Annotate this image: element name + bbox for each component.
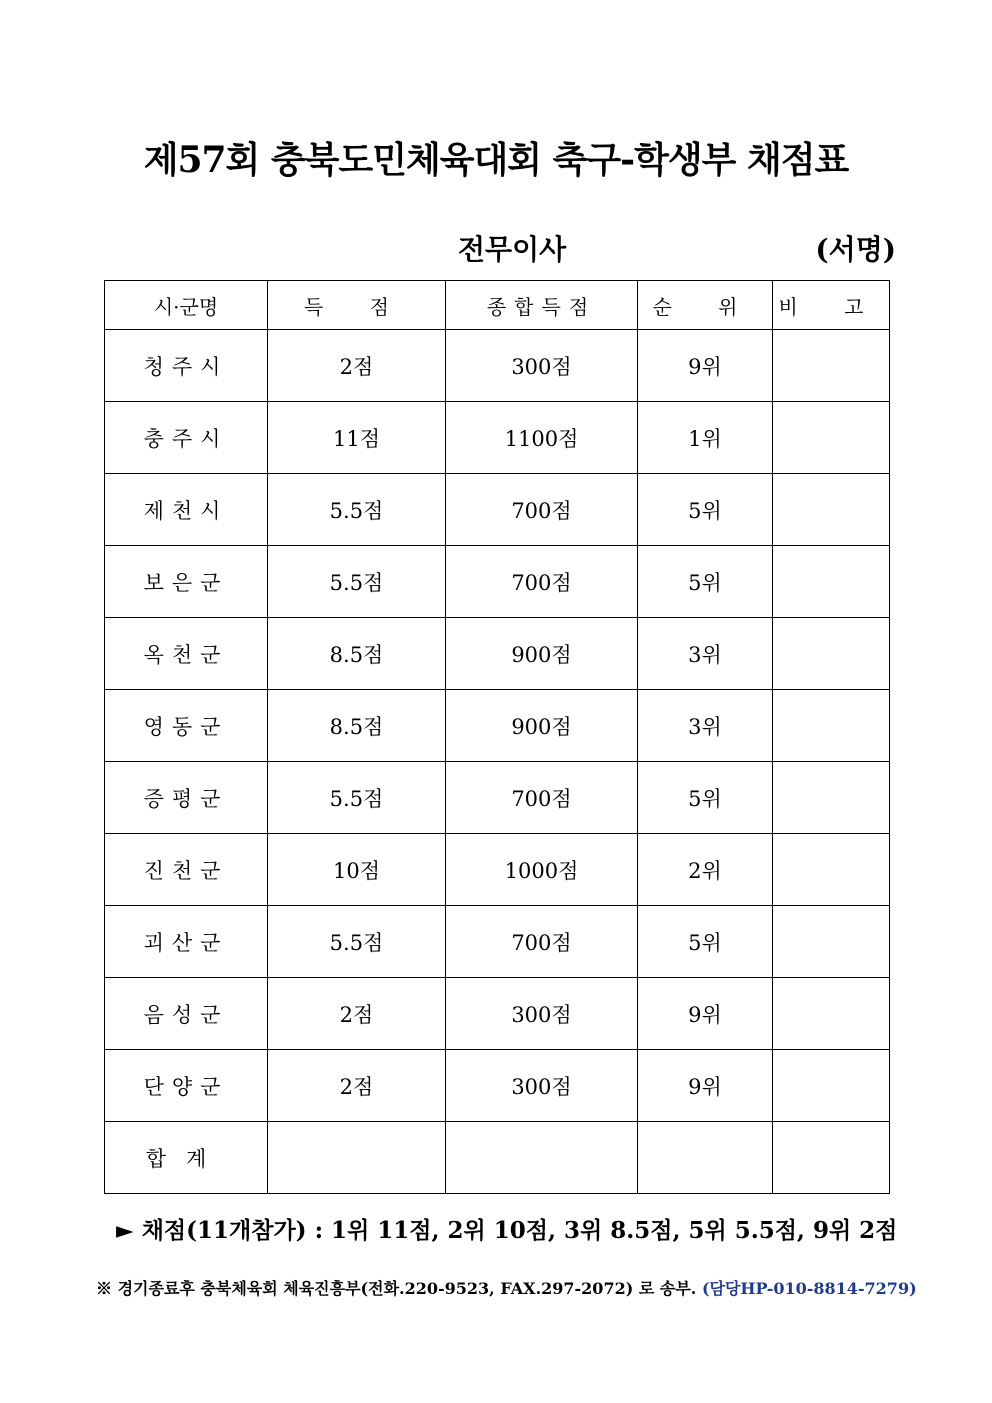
note-cell [773, 1050, 890, 1122]
score-cell: 2점 [268, 330, 446, 402]
signature-label: 전무이사 [458, 233, 567, 266]
rank-cell: 9위 [638, 1050, 773, 1122]
region-cell: 옥천군 [105, 618, 268, 690]
region-cell: 음성군 [105, 978, 268, 1050]
table-row [105, 762, 890, 834]
header-region: 시·군명 [105, 281, 268, 330]
total-cell: 300점 [446, 330, 638, 402]
score-cell: 5.5점 [268, 906, 446, 978]
note-cell [773, 690, 890, 762]
total-score-cell [268, 1122, 446, 1194]
table-row [105, 546, 890, 618]
total-cell: 900점 [446, 618, 638, 690]
footer-note [96, 1276, 917, 1299]
table-total-row [105, 1122, 890, 1194]
table-row [105, 906, 890, 978]
rank-cell: 5위 [638, 906, 773, 978]
table-row [105, 618, 890, 690]
table-row [105, 834, 890, 906]
note-cell [773, 906, 890, 978]
note-cell [773, 618, 890, 690]
document-title: 제57회 충북도민체육대회 축구-학생부 채점표 [143, 139, 849, 181]
region-cell: 괴산군 [105, 906, 268, 978]
region-cell: 충주시 [105, 402, 268, 474]
note-cell [773, 546, 890, 618]
region-cell: 영동군 [105, 690, 268, 762]
total-cell: 1100점 [446, 402, 638, 474]
header-total: 종합득점 [446, 281, 638, 330]
total-cell: 700점 [446, 546, 638, 618]
total-cell: 700점 [446, 906, 638, 978]
total-cell: 700점 [446, 474, 638, 546]
footer-contact-text: (담당HP-010-8814-7279) [701, 1279, 917, 1298]
region-cell: 증평군 [105, 762, 268, 834]
score-cell: 5.5점 [268, 546, 446, 618]
note-cell [773, 402, 890, 474]
signature-mark: (서명) [815, 233, 896, 266]
score-cell: 2점 [268, 1050, 446, 1122]
note-cell [773, 474, 890, 546]
header-score: 득 점 [268, 281, 446, 330]
total-total-cell [446, 1122, 638, 1194]
total-cell: 1000점 [446, 834, 638, 906]
table-header-row [105, 281, 890, 330]
score-cell: 10점 [268, 834, 446, 906]
header-note: 비 고 [773, 281, 890, 330]
note-cell [773, 330, 890, 402]
region-cell: 제천시 [105, 474, 268, 546]
rank-cell: 2위 [638, 834, 773, 906]
note-cell [773, 978, 890, 1050]
note-cell [773, 834, 890, 906]
score-cell: 8.5점 [268, 690, 446, 762]
rank-cell: 3위 [638, 690, 773, 762]
score-cell: 5.5점 [268, 762, 446, 834]
table-row [105, 978, 890, 1050]
footer-main-text: ※ 경기종료후 충북체육회 체육진흥부(전화.220-9523, FAX.297-2072) 로 송부. [96, 1279, 697, 1298]
header-rank: 순 위 [638, 281, 773, 330]
note-cell [773, 762, 890, 834]
rank-cell: 9위 [638, 330, 773, 402]
rank-cell: 9위 [638, 978, 773, 1050]
signature-row [0, 228, 992, 268]
table-row [105, 402, 890, 474]
score-cell: 8.5점 [268, 618, 446, 690]
rank-cell: 1위 [638, 402, 773, 474]
table-row [105, 330, 890, 402]
table-row [105, 474, 890, 546]
total-cell: 700점 [446, 762, 638, 834]
table-row [105, 1050, 890, 1122]
region-cell: 단양군 [105, 1050, 268, 1122]
region-cell: 진천군 [105, 834, 268, 906]
score-cell: 11점 [268, 402, 446, 474]
region-cell: 보은군 [105, 546, 268, 618]
total-note-cell [773, 1122, 890, 1194]
score-cell: 5.5점 [268, 474, 446, 546]
region-cell: 청주시 [105, 330, 268, 402]
total-cell: 300점 [446, 1050, 638, 1122]
rank-cell: 5위 [638, 546, 773, 618]
total-label-cell: 합계 [105, 1122, 268, 1194]
rank-cell: 3위 [638, 618, 773, 690]
table-row [105, 690, 890, 762]
rank-cell: 5위 [638, 474, 773, 546]
score-table [104, 280, 890, 1194]
total-cell: 900점 [446, 690, 638, 762]
total-rank-cell [638, 1122, 773, 1194]
scoring-note: ► 채점(11개참가) : 1위 11점, 2위 10점, 3위 8.5점, 5위 5.5점, 9위 2점 [116, 1217, 898, 1244]
total-cell: 300점 [446, 978, 638, 1050]
rank-cell: 5위 [638, 762, 773, 834]
score-cell: 2점 [268, 978, 446, 1050]
